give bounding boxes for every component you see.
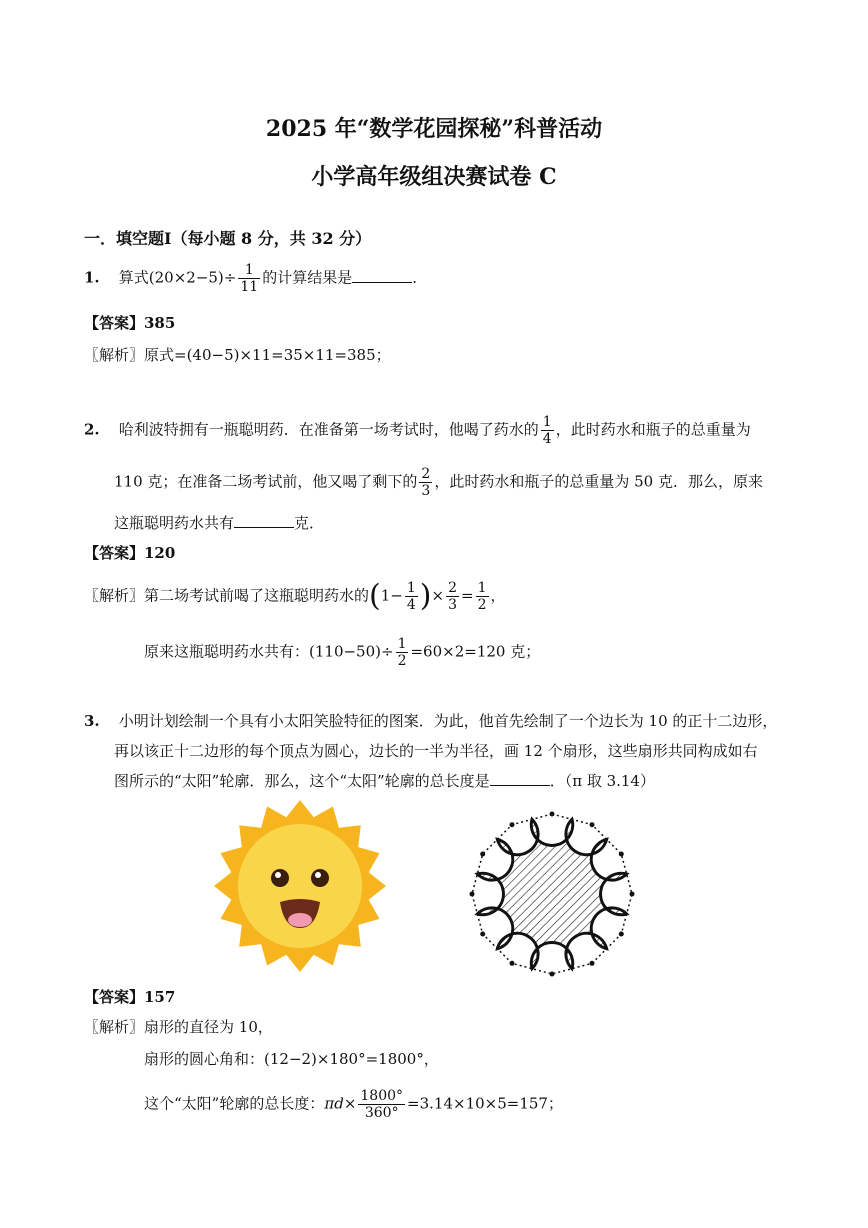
vertex-dot — [590, 961, 595, 966]
answer-blank — [352, 268, 412, 283]
question-number: 1. — [84, 268, 100, 287]
question-number: 3. — [84, 712, 100, 730]
q1-pre: 算式 — [118, 268, 149, 287]
q1-analysis: 〖解析〗原式=(40−5)×11=35×11=385； — [84, 346, 391, 364]
vertex-dot — [510, 822, 515, 827]
paper-subtitle: 小学高年级组决赛试卷 C — [311, 164, 557, 190]
q3-analysis-1: 〖解析〗扇形的直径为 10， — [84, 1018, 273, 1036]
vertex-dot — [550, 972, 555, 977]
question-2-line1: 2. 哈利波特拥有一瓶聪明药．在准备第一场考试时，他喝了药水的 $\frac{1}{4}$ ，此时药水和瓶子的总重量为 — [84, 414, 751, 447]
sun-outline — [477, 819, 626, 968]
q2-answer: 【答案】120 — [84, 544, 176, 562]
vertex-dot — [480, 932, 485, 937]
vertex-dot — [480, 852, 485, 857]
question-1: 1. 算式(20×2−5)÷ $\frac{1}{11}$ 的计算结果是 ． — [84, 262, 428, 295]
right-eye — [311, 869, 329, 887]
question-2-line2: 110 克；在准备二场考试前，他又喝了剩下的 $\frac{2}{3}$ ，此时药水和瓶子的总重量为 50 克．那么，原来 — [114, 466, 763, 499]
answer-blank — [490, 771, 550, 786]
paper-title: 2025 年“数学花园探秘”科普活动 — [265, 116, 603, 142]
vertex-dot — [550, 812, 555, 817]
vertex-dot — [630, 892, 635, 897]
vertex-dot — [470, 892, 475, 897]
question-2-line3: 这瓶聪明药水共有 克． — [114, 514, 325, 532]
q2-fraction-2: $\frac{2}{3}$ — [421, 466, 431, 499]
sun-face — [238, 824, 362, 948]
q1-answer: 【答案】385 — [84, 314, 176, 332]
answer-blank — [234, 513, 294, 528]
q1-fraction: $\frac{1}{11}$ — [240, 262, 259, 295]
sun-outline-diagram — [466, 808, 638, 980]
vertex-dot — [510, 961, 515, 966]
vertex-dot — [590, 822, 595, 827]
section-heading: 一．填空题I（每小题 8 分，共 32 分） — [84, 229, 372, 248]
question-3-line1: 3. 小明计划绘制一个具有小太阳笑脸特征的图案．为此，他首先绘制了一个边长为 10 的正十二边形， — [84, 712, 778, 730]
left-eye — [271, 869, 289, 887]
q3-analysis-3: 这个“太阳”轮廓的总长度：πd× $\frac{1800^\circ}{360^\circ}$ =3.14×10×5=157； — [144, 1088, 563, 1121]
q3-answer: 【答案】157 — [84, 988, 176, 1006]
q1-post: 的计算结果是 — [262, 268, 353, 287]
q2-total: 原来这瓶聪明药水共有：(110−50)÷ $\frac{1}{2}$ =60×2=120 克； — [144, 636, 541, 669]
question-3-line3: 图所示的“太阳”轮廓．那么，这个“太阳”轮廓的总长度是 ．（π 取 3.14） — [114, 772, 655, 790]
vertex-dot — [619, 852, 624, 857]
q2-fraction-1: $\frac{1}{4}$ — [542, 414, 552, 447]
q1-expr: (20×2−5)÷ — [148, 268, 237, 287]
sun-smiley-illustration — [212, 798, 388, 974]
q2-analysis: 〖解析〗第二场考试前喝了这瓶聪明药水的(1− $\frac{1}{4}$ )× $\frac{2}{3}$ = $\frac{1}{2}$ ， — [84, 578, 506, 614]
question-3-line2: 再以该正十二边形的每个顶点为圆心，边长的一半为半径，画 12 个扇形，这些扇形共同构成如右 — [114, 742, 758, 760]
tongue — [288, 913, 312, 927]
q3-analysis-2: 扇形的圆心角和：(12−2)×180°=1800°， — [144, 1050, 439, 1068]
question-number: 2. — [84, 420, 100, 439]
vertex-dot — [619, 932, 624, 937]
